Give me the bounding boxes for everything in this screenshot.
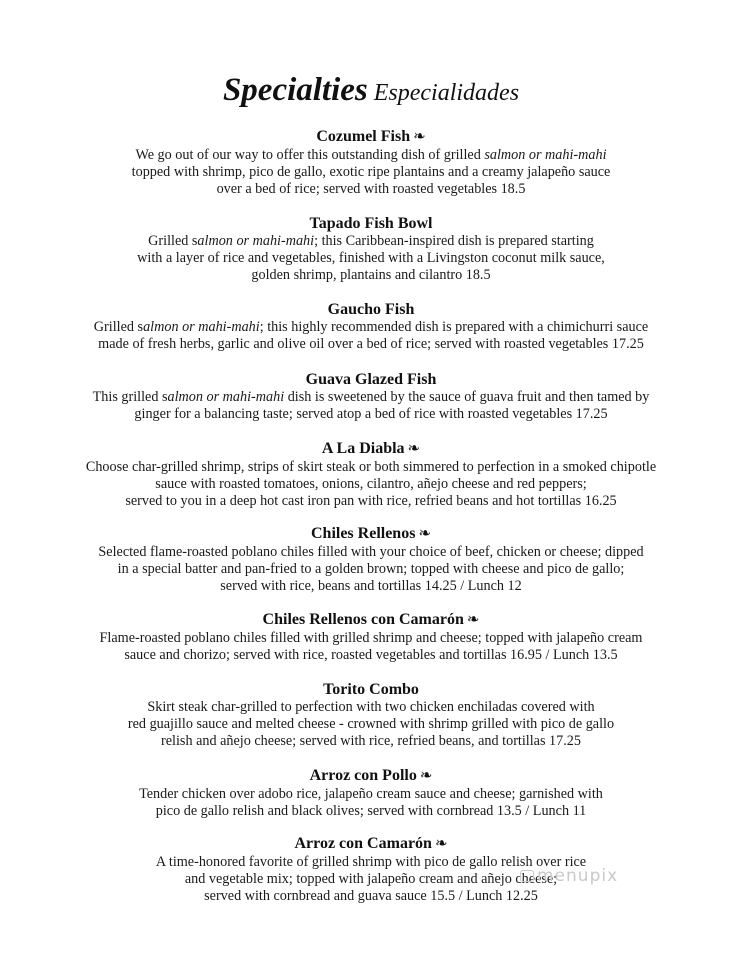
description-text: ginger for a balancing taste; served atop a bed of rice with roasted vegetables 17.25: [134, 406, 608, 423]
item-name-text: Arroz con Pollo: [309, 767, 417, 784]
item-name-text: Torito Combo: [323, 681, 419, 698]
title-subtitle: Especialidades: [373, 80, 520, 106]
description-line: [0, 786, 742, 803]
leaf-ornament-icon: ❧: [419, 768, 433, 784]
item-description: [0, 544, 742, 596]
description-line: [0, 250, 742, 267]
watermark-text: menupix: [537, 866, 619, 886]
item-name: [0, 127, 742, 147]
description-text: relish and añejo cheese; served with rice, refried beans, and tortillas 17.25: [161, 733, 581, 750]
item-name-text: Guava Glazed Fish: [305, 371, 437, 388]
item-name-text: Cozumel Fish: [316, 128, 411, 145]
leaf-ornament-icon: ❧: [466, 612, 480, 628]
item-description: [0, 147, 742, 199]
item-description: [0, 233, 742, 285]
description-line: [0, 406, 742, 423]
item-name: [0, 766, 742, 786]
italic-fish-choice: almon or mahi-mahi: [197, 233, 315, 249]
description-text: over a bed of rice; served with roasted vegetables 18.5: [216, 181, 526, 198]
item-name: [0, 214, 742, 233]
description-line: [0, 716, 742, 733]
menu-item: [0, 439, 742, 511]
menu-item: [0, 214, 742, 285]
menu-item: [0, 370, 742, 423]
description-line: [0, 630, 742, 647]
description-text: Tender chicken over adobo rice, jalapeño cream sauce and cheese; garnished with: [139, 786, 603, 802]
item-name: [0, 370, 742, 389]
item-name: [0, 439, 742, 459]
item-description: [0, 459, 742, 511]
description-line: [0, 733, 742, 750]
item-name-text: Arroz con Camarón: [294, 835, 432, 852]
menu-item: [0, 610, 742, 664]
description-text: in a special batter and pan-fried to a golden brown; topped with cheese and pico de gallo;: [117, 561, 625, 578]
item-description: [0, 854, 742, 906]
description-line: [0, 476, 742, 493]
description-text: Flame-roasted poblano chiles filled with grilled shrimp and cheese; topped with jalapeño cream: [99, 630, 643, 646]
description-line: [0, 147, 742, 164]
description-line: [0, 854, 742, 871]
menu-item: [0, 834, 742, 906]
description-text: Skirt steak char-grilled to perfection with two chicken enchiladas covered with: [147, 699, 595, 715]
description-text: with a layer of rice and vegetables, finished with a Livingston coconut milk sauce,: [137, 250, 605, 267]
item-name-text: Chiles Rellenos con Camarón: [262, 611, 464, 628]
description-text: ; this highly recommended dish is prepared with a chimichurri sauce: [259, 319, 649, 335]
description-text: Selected flame-roasted poblano chiles filled with your choice of beef, chicken or cheese; dipped: [98, 544, 644, 560]
description-text: golden shrimp, plantains and cilantro 18.5: [251, 267, 491, 284]
description-line: [0, 493, 742, 510]
leaf-ornament-icon: ❧: [413, 129, 426, 145]
description-text: topped with shrimp, pico de gallo, exotic ripe plantains and a creamy jalapeño sauce: [131, 164, 611, 181]
item-description: [0, 630, 742, 664]
item-name: [0, 834, 742, 854]
menu-item: [0, 680, 742, 751]
italic-fish-choice: almon or mahi-mahi: [143, 319, 260, 335]
description-line: [0, 699, 742, 716]
menu-item: [0, 524, 742, 596]
description-text: This grilled s: [92, 389, 168, 405]
description-line: [0, 647, 742, 664]
description-line: [0, 888, 742, 905]
description-text: ; this Caribbean-inspired dish is prepared starting: [314, 233, 594, 249]
leaf-ornament-icon: ❧: [418, 526, 432, 542]
item-name-text: A La Diabla: [321, 440, 405, 457]
description-text: sauce and chorizo; served with rice, roasted vegetables and tortillas 16.95 / Lunch 13.5: [124, 647, 618, 664]
description-text: made of fresh herbs, garlic and olive oil over a bed of rice; served with roasted vegetables 17.25: [98, 336, 644, 353]
item-name-text: Tapado Fish Bowl: [309, 215, 433, 232]
item-name: [0, 300, 742, 319]
description-line: [0, 803, 742, 820]
leaf-ornament-icon: ❧: [407, 441, 421, 457]
leaf-ornament-icon: ❧: [434, 836, 448, 852]
item-name: [0, 524, 742, 544]
description-text: served with rice, beans and tortillas 14.25 / Lunch 12: [220, 578, 522, 595]
description-text: Grilled s: [148, 233, 198, 249]
item-description: [0, 319, 742, 353]
description-line: [0, 233, 742, 250]
item-description: [0, 699, 742, 751]
description-line: [0, 544, 742, 561]
description-text: pico de gallo relish and black olives; served with cornbread 13.5 / Lunch 11: [155, 803, 587, 820]
item-description: [0, 786, 742, 820]
description-line: [0, 871, 742, 888]
description-text: Choose char-grilled shrimp, strips of skirt steak or both simmered to perfection in a smoked chipotle: [85, 459, 657, 475]
description-line: [0, 319, 742, 336]
description-text: red guajillo sauce and melted cheese - crowned with shrimp grilled with pico de gallo: [127, 716, 615, 733]
description-text: and vegetable mix; topped with jalapeño cream and añejo cheese;: [184, 871, 558, 888]
description-line: [0, 336, 742, 353]
description-text: Grilled s: [93, 319, 144, 335]
item-name: [0, 610, 742, 630]
description-text: served with cornbread and guava sauce 15.5 / Lunch 12.25: [204, 888, 538, 905]
description-line: [0, 164, 742, 181]
page-title: [0, 70, 742, 115]
description-line: [0, 389, 742, 406]
description-line: [0, 561, 742, 578]
menu-item: [0, 766, 742, 820]
menu-item: [0, 300, 742, 353]
item-name-text: Gaucho Fish: [327, 301, 415, 318]
item-name-text: Chiles Rellenos: [310, 525, 416, 542]
item-description: [0, 389, 742, 423]
description-line: [0, 267, 742, 284]
watermark: [520, 866, 618, 886]
description-text: We go out of our way to offer this outstanding dish of grilled: [135, 147, 485, 163]
description-line: [0, 459, 742, 476]
menu-item: [0, 127, 742, 199]
description-line: [0, 578, 742, 595]
italic-fish-choice: salmon or mahi-mahi: [484, 147, 607, 163]
description-text: sauce with roasted tomatoes, onions, cilantro, añejo cheese and red peppers;: [155, 476, 587, 493]
description-text: A time-honored favorite of grilled shrimp with pico de gallo relish over rice: [155, 854, 587, 870]
item-name: [0, 680, 742, 699]
camera-icon: [520, 870, 534, 882]
title-main: Specialties: [222, 72, 368, 108]
description-line: [0, 181, 742, 198]
description-text: served to you in a deep hot cast iron pan with rice, refried beans and hot tortillas 16.25: [125, 493, 617, 510]
description-text: dish is sweetened by the sauce of guava fruit and then tamed by: [284, 389, 650, 405]
italic-fish-choice: almon or mahi-mahi: [167, 389, 285, 405]
